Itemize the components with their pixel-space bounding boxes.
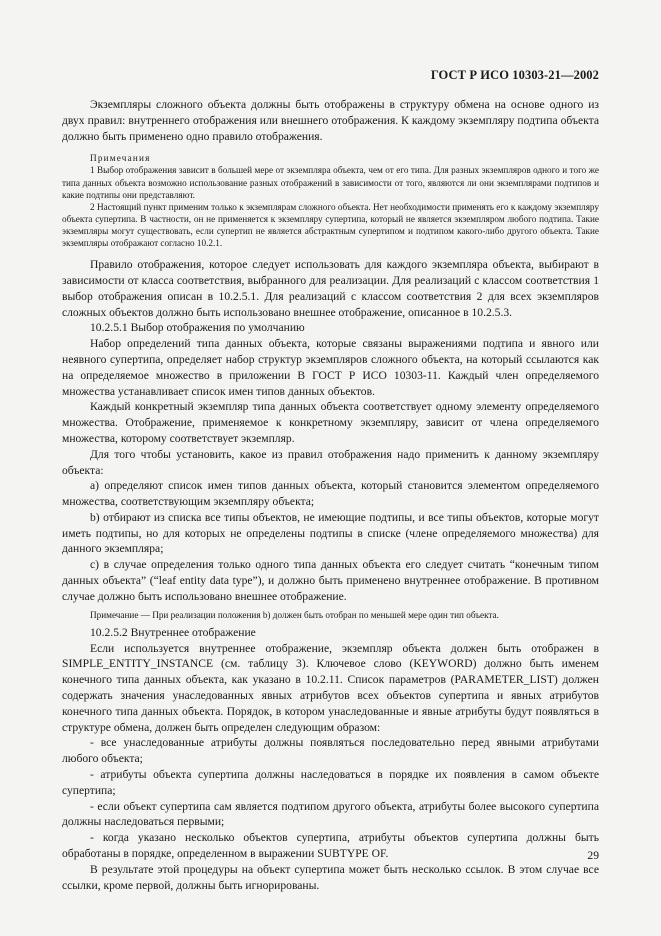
paragraph-procedure-intro: Для того чтобы установить, какое из правил отображения надо применить к данному экземпляру объекта: <box>62 447 599 477</box>
list-item-b: b) отбирают из списка все типы объектов, не имеющие подтипы, и все типы объектов, которые могут иметь подтипы, но для которых не определены подтипы в списке (члене определяемого множества) для данного экземпляра; <box>62 510 599 556</box>
dash-item-3: - если объект супертипа сам является подтипом другого объекта, атрибуты более высокого супертипа должны наследоваться первыми; <box>62 799 599 829</box>
paragraph-instance-correspondence: Каждый конкретный экземпляр типа данных объекта соответствует одному элементу определяемого множества. Отображение, применяемое к конкретному экземпляру, зависит от члена определяемого множества, которому соответствует экземпляр. <box>62 400 599 445</box>
list-item-a: а) определяют список имен типов данных объекта, который становится элементом определяемого множества, соответствующим экземпляру объекта; <box>62 479 599 509</box>
page-body <box>62 97 599 893</box>
paragraph-internal-mapping: Если используется внутреннее отображение, экземпляр объекта должен быть отображен в SIMPLE_ENTITY_INSTANCE (см. таблицу 3). Ключевое слово (KEYWORD) должно быть именем конечного типа данных объекта, как указано в 10.2.11. Список параметров (PARAMETER_LIST) должен содержать значения унаследованных явных атрибутов всех объектов супертипа и явных атрибутов конечного типа данных объекта. Порядок, в котором унаследованные и явные атрибуты будут появляться в структуре обмена, должен быть определен следующим образом: <box>62 641 599 734</box>
note-item-2: 2 Настоящий пункт применим только к экземплярам сложного объекта. Нет необходимости применять его к каждому экземпляру объекта супертипа. В частности, он не применяется к экземпляру супертипа, который не является экземпляром любого подтипа. Такие экземпляры могут существовать, если супертип не является абстрактным супертипом и подтипом какого-либо другого объекта. Такие экземпляры отображают согласно 10.2.1. <box>62 201 599 249</box>
paragraph-references-result: В результате этой процедуры на объект супертипа может быть несколько ссылок. В этом случае все ссылки, кроме первой, должны быть игнорированы. <box>62 862 599 892</box>
page-number: 29 <box>587 849 599 862</box>
section-heading-10-2-5-2: 10.2.5.2 Внутреннее отображение <box>90 625 256 639</box>
dash-item-4: - когда указано несколько объектов супертипа, атрибуты объектов супертипа должны быть обработаны в порядке, определенном в выражении SUBTYPE OF. <box>62 831 599 860</box>
paragraph-mapping-rules: Экземпляры сложного объекта должны быть отображены в структуру обмена на основе одного из двух правил: внутреннего отображения или внешнего отображения. К каждому экземпляру подтипа объекта должно быть применено одно правило отображения. <box>62 98 599 143</box>
paragraph-defined-set: Набор определений типа данных объекта, которые связаны выражениями подтипа и явного или неявного супертипа, определяет набор структур экземпляров сложного объекта, на который ссылаются как на определяемое множество в приложении В ГОСТ Р ИСО 10303-11. Каждый член определяемого множества устанавливает список имен типов данных объектов. <box>62 337 599 398</box>
page-header-standard-code: ГОСТ Р ИСО 10303-21—2002 <box>430 68 599 82</box>
note-single: Примечание — При реализации положения b) должен быть отобран по меньшей мере один тип объекта. <box>90 609 499 620</box>
dash-item-2: - атрибуты объекта супертипа должны наследоваться в порядке их появления в самом объекте супертипа; <box>62 767 599 797</box>
notes-block <box>62 152 599 249</box>
section-heading-10-2-5-1: 10.2.5.1 Выбор отображения по умолчанию <box>90 321 305 335</box>
dash-item-1: - все унаследованные атрибуты должны появляться последовательно перед явными атрибутами любого объекта; <box>62 736 599 766</box>
note-item-1: 1 Выбор отображения зависит в большей мере от экземпляра объекта, чем от его типа. Для разных экземпляров одного и того же типа данных объекта возможно использование разных отображений в зависимости от того, являются ли они экземплярами подтипов и какие подтипы они представляют. <box>62 165 599 200</box>
notes-heading: Примечания <box>90 153 151 164</box>
paragraph-rule-selection: Правило отображения, которое следует использовать для каждого экземпляра объекта, выбирают в зависимости от класса соответствия, выбранного для реализации. Для реализаций с классом соответствия 1 выбор отображения описан в 10.2.5.1. Для реализаций с классом соответствия 2 для всех экземпляров сложных объектов должно быть использовано внешнее отображение, описанное в 10.2.5.3. <box>62 258 599 319</box>
list-item-c: с) в случае определения только одного типа данных объекта его следует считать “конечным типом данных объекта” (“leaf entity data type”), и должно быть применено внутреннее отображение. В противном случае должно быть использовано внешнее отображение. <box>62 558 599 603</box>
